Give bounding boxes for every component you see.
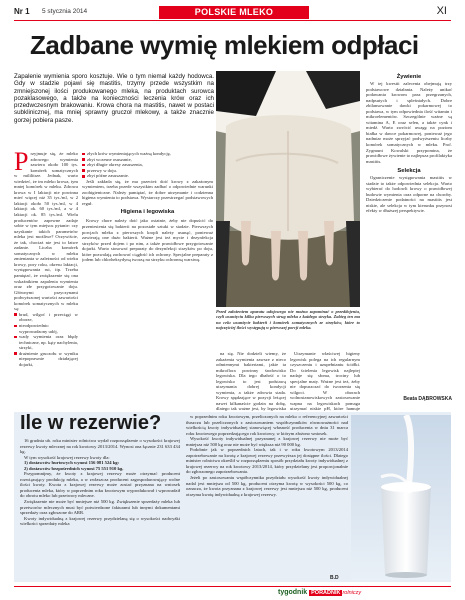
cow-udder-photo <box>216 71 360 307</box>
article2-title: Ile w rezerwie? <box>20 412 162 434</box>
article-body-1: rzyjmuje się, że mleko zdrowego wymienia zawiera około 100 tys. komórek somatycznych w mililitrze. Jednak, warto wiedzieć, że im mleko krowa, tym mniej komórek w mleku. Zdrowa krowa w I laktacji nie powinna mieć więcej niż 35 tys./ml, w 2 laktacji około 50 tys./ml, w 4 laktacji ok. 60 tys./ml, a w 4 laktacji ok. 85 tys./ml. Wielu producentów zapewne zadaje sobie w tym miejscu pytanie: czy uzyskanie takich parametrów mleka jest możliwe? Oczywiście, że tak, chociaż nie jest to łatwe zadanie. Liczba komórek somatycznych w mleku zmieniania w zależności od wieku krowy, pory roku, okresu laktacji, występowania rui, itp. Trzeba pamiętać, że zwiększenie się ona wskaźnikiem zapalenia wymienia oraz złe przygotowanie doju. Głównymi przyczynami podwyższonej wartości zawartości komórek somatycznych w mleku są: <box>14 151 78 312</box>
article-title: Zadbane wymię mlekiem odpłaci <box>30 30 419 60</box>
article2-list-1: 1) dostawców hurtowych wynosi 156 081 524 kg: <box>24 460 120 466</box>
footer-brand <box>278 588 361 598</box>
sidebar-nutrition <box>366 73 452 393</box>
article2-body-3: Przypomnijmy, że kwoty z krajowej rezerwy może otrzymać producent rozwiązujący produkcję mleka, a w zwłaszcza producent zagospodarowujący wolne ilości kwoty. Kwota z krajowej rezerwy może zostać przyznana na wniosek producenta mleka, który w poprzednim roku kwotowym wyprodukował i wprowadził do obrotu mleko lub przetwory mleczne. <box>20 471 180 499</box>
list-item: złych krów wymieniających ważną kondycję, <box>82 151 213 157</box>
article-body-4: na się. Nie dodzieli wiemy, że zakażenia wymienia zawsze z nieco odmiennymi bakteriami, jakie ta mikroflora powinny środowisko legowiska. Dla tego dbałość o to legowisko to jest podstawą utrzymania dobrej kondycji wymienia, a także zdrowia stada. Krowy spędzające w pozycji leżącej nawet kilkanaście godzin na dobę, dlatego tak ważne jest, by legowiska <box>216 351 286 411</box>
brand-poradnik: PORADNIK <box>311 590 341 596</box>
milk-pour-image <box>351 415 451 580</box>
article-author: Beata DĄBROWSKA <box>403 396 452 402</box>
article2-body-8: Podobnie jak w poprzednich latach, tak i w roku kwotowym 2013/2014 zapotrzebowanie na kwotę z krajowej rezerwy przewyższa jej dostępne ilości. Dlatego minister rolnictwa określił w rozporządzeniu sposób przydziału kwoty indywidualnej z krajowej rezerwy na rok kwotowy 2013/2014, który przydzielany jest proporcjonalnie do zgłoszonego zapotrzebowania. <box>186 447 348 475</box>
issue-number: Nr 1 <box>14 7 30 16</box>
article-body-2: Jeśli zakłada się, że ma przecież doić krowy z zakażonym wymieniem, trzeba przede wszystkim zadbać o odpowiednie warunki zoohigieniczne. Należy pamiętać, że dobre utrzymanie i codzienna higiena wymienia to podstawa. Wystarczy przestrzegać podstawowych reguł. <box>82 178 213 206</box>
article2-body-1: 16 grudnia ub. roku minister rolnictwa wydał rozporządzenie o wysokości krajowej rezerwy kwoty mlecznej na rok kwotowy 2013/2014. Wynosi ona łącznie 231 633 434 kg. <box>20 438 180 455</box>
selection-body: Ograniczenie występowania mastitis w stadzie to także odpowiednia selekcja. Warto wybierać do hodowli krowy o prawidłowej budowie wymienia oraz odporne na choroby. Dziedziczenie podatności na mastitis jest niskie, ale selekcja w tym kierunku przynosi efekty w dłuższej perspektywie. <box>366 175 452 214</box>
footer-rule <box>14 586 451 587</box>
list-item: zbyt wczesne osuszanie, <box>82 157 213 163</box>
header-bar <box>14 6 451 20</box>
article-body-3: Krowy chore należy doić jako ostatnie, żeby nie dopuścić do przeniesienia się bakterii na pozostałe sztuki w stadzie. Pierwszych porcjach mleka z pierwszych kropli należy usunąć, ponieważ zawierają one dużo bakterii. Ważne jest też mycie i dezynfekcja strzyków przed dojem i po nim, a także prawidłowe przygotowanie dojarki. Warto stosować preparaty do dezynfekcji strzyków po doju, które pozwalają zachować ciągłość ich ochrony. Specjalne preparaty z jodem lub chlorheksydyną tworzą na strzyku ochronną warstwę. <box>82 218 213 263</box>
list-item: nieodpowiednio wyprowadzony udój, <box>14 323 78 334</box>
article-body-5: Utrzymanie właściwej higieny legowisk polega na ich regularnym czyszczeniu i uzupełnianiu ściółki. Do ścielenia legowisk najlepiej nadaje się słoma, trociny lub specjalne maty. Ważne jest też, żeby nie dopuszczać do tworzenia się wilgoci. W oborach wolnostanowiskowych zastosowanie wapna na legowiskach pomaga utrzymać niskie pH, które hamuje <box>290 351 360 411</box>
sidebar-body: W tej kwestii zalecenia obejmują trzy podstawowe działania. Należy unikać podawania krowom pasz przegrzanych, nadpsutych i spleśniałych. Dobre zbilansowanie dawki pokarmowej to podstawa, w tym odpowiednia ilość witamin i mikroelementów. Szczególnie ważne są witamina A, E oraz selen, a także cynk i miedź. Warto zwrócić uwagę na poziom białka w dawce pokarmowej, ponieważ jego nadmiar może sprzyjać podwyższeniu liczby komórek somatycznych w mleku. Prof. Zygmunt Kowalski przypomina, że prawidłowe żywienie to najlepsza profilaktyka mastitis. <box>366 81 452 164</box>
article2-body-4: Zwiększenie nie może być mniejsze niż 500 kg. Zwiększenie sprzedaży mleka lub przetworów mlecznych musi być potwierdzone fakturami lub innymi dokumentami sprzedaży oraz zgłoszone do ARR. <box>20 499 180 516</box>
article-column-3 <box>216 351 286 411</box>
section-banner: POLSKIE MLEKO <box>159 6 309 19</box>
article-column-2 <box>82 151 213 411</box>
article-column-4 <box>290 351 360 411</box>
subhead-nutrition: Żywienie <box>396 74 422 80</box>
article2-body-5: Kwoty indywidualną z krajowej rezerwy przydzielaną się o wysokości nadwyżki wielkości sprzedaży mleka <box>20 515 180 527</box>
article2-body-7: Wysokość kwoty indywidualnej przyznanej z krajowej rezerwy nie może być mniejsza niż 500 kg oraz nie może być większa niż 90 000 kg. <box>186 436 348 447</box>
list-item: zbyt długie okresy zasuszenia, <box>82 162 213 168</box>
article2-column-1 <box>20 438 180 583</box>
brand-rolniczy: rolniczy <box>342 590 362 596</box>
photo-caption: Przed założeniem aparatu udojowego nie można zapominać o przeddojeniu, czyli usunięciu kilku pierwszych strug mleka z każdego strzyka. Zabieg ten ma na celu usunięcie bakterii i komórek somatycznych ze strzyków, które to najczęściej ilości występują w pierwszej porcji mleka. <box>216 309 360 330</box>
brand-tygodnik: tygodnik <box>278 589 308 596</box>
article2-body-2: W tym wysokość krajowej rezerwy kwoty dla: <box>24 454 110 460</box>
article2-author: B.D <box>330 575 339 581</box>
article-column-1 <box>14 151 78 411</box>
subhead-hygiene: Higiena i legowiska <box>120 209 175 216</box>
list-item: wady wymienia oraz błędy techniczne, np. kąty nachylenia, strzyki, <box>14 334 78 351</box>
article2-body-9: Jeżeli po zastosowaniu współczynnika przydziału wysokość kwoty indywidualnej nadal jest mniejsza od 500 kg, producent otrzyma kwotę w wysokości 500 kg, co oznacza, że kwota przyznana z krajowej rezerwy jest mniejsza niż 500 kg, producent otrzyma kwotę indywidualną z krajowej rezerwy. <box>186 475 348 497</box>
drop-cap: P <box>14 151 29 176</box>
header-rule <box>14 20 451 21</box>
list-item: drażnienie gruczołu w wyniku niepoprawnie działającej dojarki, <box>14 351 78 368</box>
article2-column-2 <box>186 414 348 577</box>
page-number: XI <box>436 5 447 17</box>
subhead-selection: Selekcja <box>397 168 421 175</box>
list-item: brud, wilgoć i przeciągi w oborze, <box>14 312 78 323</box>
issue-date: 5 stycznia 2014 <box>42 8 88 15</box>
article2-body-6: w poprzednim roku kwotowym, przeliczonych na mleko o referencyjnej zawartości tłuszczu lub przeliczonych z zastosowaniem współczynników równoważności nad wielkością kwoty indywidualnej stanowiącej własność producenta w dniu 31 marca roku kwotowego poprzedzającego rok kwotowy, w którym złożono wniosek. <box>186 414 348 436</box>
article2-list-2: 2) dostawców bezpośrednich wynosi 75 551 910 kg. <box>24 465 124 471</box>
list-item: zbyt późne zasuszanie. <box>82 173 213 179</box>
cause-list <box>14 312 78 367</box>
list-item: przerwy w doju. <box>82 168 213 174</box>
cause-list-continued <box>82 151 213 179</box>
article-lead: Zapalenie wymienia sporo kosztuje. Wie o tym niemal każdy hodowca. Gdy w stadzie pojawi się mastitis, trzymy przede wszystkim na zmniejszonej ilości produkowanego mleka, na produktach surowca pozaklasowego, a także na konieczności leczenia krów oraz ich przedwczesnym brakowaniu. Krowa chora na mastitis, nawet w postaci subklinicznej, ma mniej sprawny gruczoł mlekowy, a także znacznie gorzej pobiera pasze. <box>14 73 214 124</box>
